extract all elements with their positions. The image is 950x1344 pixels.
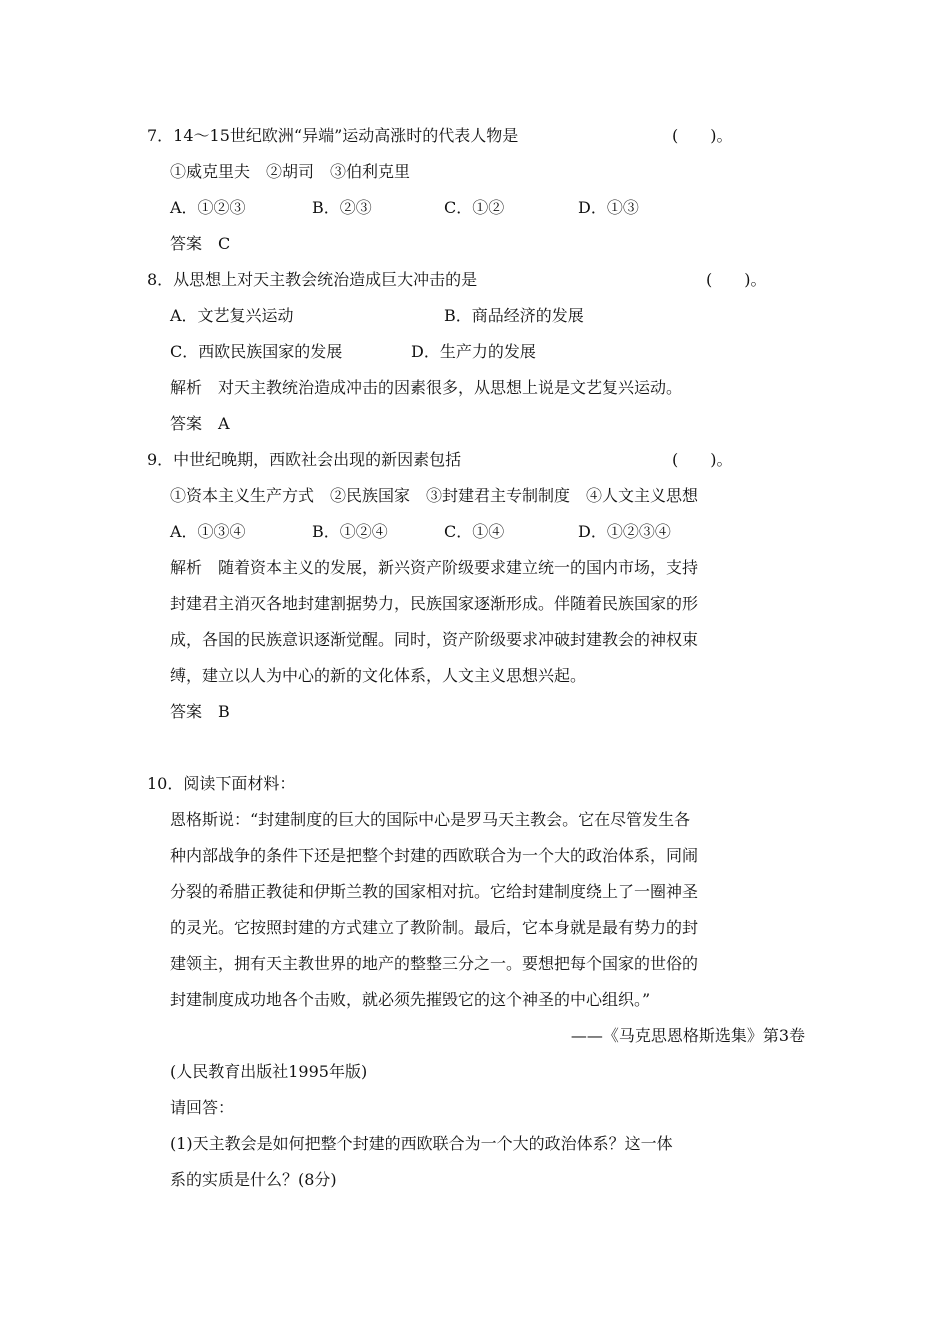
q9-stem: 9．中世纪晚期，西欧社会出现的新因素包括 [147, 450, 462, 469]
q9-answer-blank: ( )。 [672, 450, 733, 469]
q9-answer: 答案 B [170, 702, 230, 721]
q7-stem: 7．14～15世纪欧洲“异端”运动高涨时的代表人物是 [147, 126, 519, 145]
q8-analysis: 解析 对天主教统治造成冲击的因素很多，从思想上说是文艺复兴运动。 [170, 378, 683, 397]
q10-material-line: 的灵光。它按照封建的方式建立了教阶制。最后，它本身就是最有势力的封 [170, 918, 699, 937]
q8-option-b: B．商品经济的发展 [444, 306, 584, 325]
q7-option-d: D．①③ [578, 198, 639, 217]
q10-stem: 10．阅读下面材料： [147, 774, 296, 793]
q8-option-a: A．文艺复兴运动 [170, 306, 294, 325]
q7-items: ①威克里夫 ②胡司 ③伯利克里 [170, 162, 411, 181]
q10-source: ——《马克思恩格斯选集》第3卷 [570, 1026, 805, 1045]
q9-analysis-line: 成，各国的民族意识逐渐觉醒。同时，资产阶级要求冲破封建教会的神权束 [170, 630, 699, 649]
q7-option-c: C．①② [444, 198, 505, 217]
q8-option-c: C．西欧民族国家的发展 [170, 342, 343, 361]
q7-answer: 答案 C [170, 234, 231, 253]
q7-option-a: A．①②③ [170, 198, 246, 217]
q9-option-c: C．①④ [444, 522, 505, 541]
q9-option-b: B．①②④ [312, 522, 388, 541]
q9-analysis-line: 解析 随着资本主义的发展，新兴资产阶级要求建立统一的国内市场，支持 [170, 558, 699, 577]
q9-option-d: D．①②③④ [578, 522, 671, 541]
q10-subquestion-1: (1)天主教会是如何把整个封建的西欧联合为一个大的政治体系？这一体 [170, 1134, 673, 1153]
q10-material-line: 建领主，拥有天主教世界的地产的整整三分之一。要想把每个国家的世俗的 [170, 954, 699, 973]
q10-prompt: 请回答： [170, 1098, 235, 1117]
q10-publisher: (人民教育出版社1995年版) [170, 1062, 368, 1081]
q10-material-line: 种内部战争的条件下还是把整个封建的西欧联合为一个大的政治体系，同闹 [170, 846, 699, 865]
q7-answer-blank: ( )。 [672, 126, 733, 145]
q10-material-line: 分裂的希腊正教徒和伊斯兰教的国家相对抗。它给封建制度绕上了一圈神圣 [170, 882, 699, 901]
q8-option-d: D．生产力的发展 [411, 342, 536, 361]
q7-option-b: B．②③ [312, 198, 372, 217]
q9-option-a: A．①③④ [170, 522, 246, 541]
q9-analysis-line: 缚，建立以人为中心的新的文化体系，人文主义思想兴起。 [170, 666, 587, 685]
q10-subquestion-1: 系的实质是什么？(8分) [170, 1170, 337, 1189]
q9-analysis-line: 封建君主消灭各地封建割据势力，民族国家逐渐形成。伴随着民族国家的形 [170, 594, 699, 613]
q10-material-line: 封建制度成功地各个击败，就必须先摧毁它的这个神圣的中心组织。” [170, 990, 651, 1009]
q8-answer-blank: ( )。 [706, 270, 767, 289]
q8-answer: 答案 A [170, 414, 230, 433]
q9-items: ①资本主义生产方式 ②民族国家 ③封建君主专制制度 ④人文主义思想 [170, 486, 699, 505]
q8-stem: 8．从思想上对天主教会统治造成巨大冲击的是 [147, 270, 478, 289]
q10-material-line: 恩格斯说：“封建制度的巨大的国际中心是罗马天主教会。它在尽管发生各 [170, 810, 691, 829]
